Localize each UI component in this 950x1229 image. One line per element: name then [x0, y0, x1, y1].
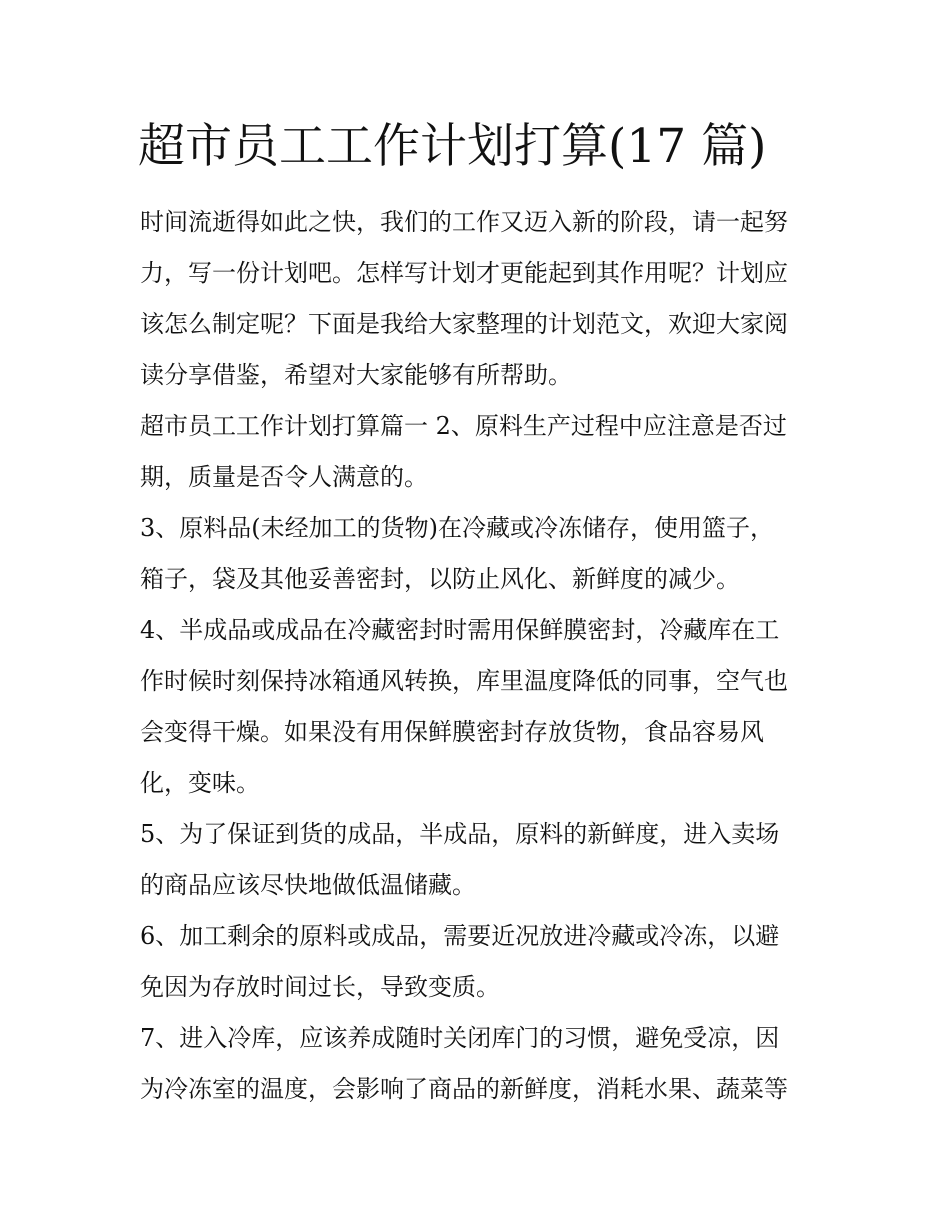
- body-text-line: 该怎么制定呢？下面是我给大家整理的计划范文，欢迎大家阅: [140, 310, 788, 338]
- body-text-line: 期，质量是否令人满意的。: [140, 463, 428, 491]
- body-text-line: 箱子，袋及其他妥善密封，以防止风化、新鲜度的减少。: [140, 565, 740, 593]
- document-title: 超市员工工作计划打算(17 篇): [138, 119, 767, 174]
- body-text-line: 读分享借鉴，希望对大家能够有所帮助。: [140, 361, 572, 389]
- body-text-line: 6、加工剩余的原料或成品，需要近况放进冷藏或冷冻，以避: [140, 922, 780, 950]
- body-text-line: 力，写一份计划吧。怎样写计划才更能起到其作用呢？计划应: [140, 259, 788, 287]
- body-text-line: 时间流逝得如此之快，我们的工作又迈入新的阶段，请一起努: [140, 208, 788, 236]
- body-text-line: 作时候时刻保持冰箱通风转换，库里温度降低的同事，空气也: [140, 667, 788, 695]
- body-text-line: 为冷冻室的温度，会影响了商品的新鲜度，消耗水果、蔬菜等: [140, 1075, 788, 1103]
- body-text-line: 超市员工工作计划打算篇一 2、原料生产过程中应注意是否过: [140, 412, 787, 440]
- body-text-line: 的商品应该尽快地做低温储藏。: [140, 871, 476, 899]
- body-text-line: 7、进入冷库，应该养成随时关闭库门的习惯，避免受凉，因: [140, 1024, 780, 1052]
- body-text-line: 化，变味。: [140, 769, 260, 797]
- body-text-line: 4、半成品或成品在冷藏密封时需用保鲜膜密封，冷藏库在工: [140, 616, 780, 644]
- body-text-line: 免因为存放时间过长，导致变质。: [140, 973, 500, 1001]
- body-text-line: 会变得干燥。如果没有用保鲜膜密封存放货物，食品容易风: [140, 718, 764, 746]
- body-text-line: 5、为了保证到货的成品，半成品，原料的新鲜度，进入卖场: [140, 820, 780, 848]
- body-text-line: 3、原料品(未经加工的货物)在冷藏或冷冻储存，使用篮子，: [140, 514, 774, 542]
